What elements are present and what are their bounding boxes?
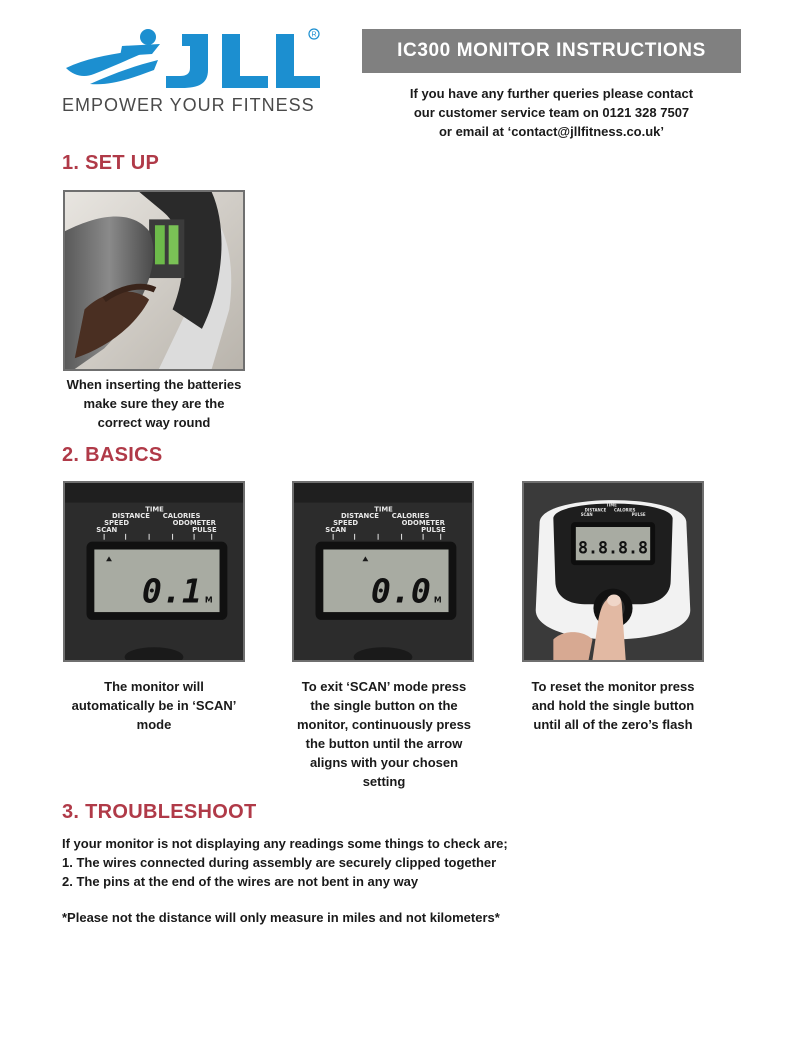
lcd-value: 8.8.8.8 <box>577 538 649 558</box>
troubleshoot-item: 2. The pins at the end of the wires are not bent in any way <box>62 874 419 889</box>
contact-line: or email at ‘contact@jllfitness.co.uk’ <box>438 124 665 139</box>
basics-caption-2: To exit ‘SCAN’ mode press the single button on the monitor, continuously press the button until the arrow aligns with your chosen setting <box>296 679 472 789</box>
lcd-label-pulse: PULSE <box>631 512 646 518</box>
section-heading-troubleshoot: 3. TROUBLESHOOT <box>62 801 257 823</box>
lcd-label-distance: DISTANCE <box>111 512 150 521</box>
troubleshoot-list <box>62 834 762 891</box>
contact-info <box>362 84 741 141</box>
battery-insert-photo <box>63 190 245 371</box>
lcd-label-pulse: PULSE <box>192 525 217 534</box>
section-heading-basics: 2. BASICS <box>62 444 163 466</box>
lcd-exit-scan-photo <box>292 481 474 662</box>
lcd-label-scan: SCAN <box>96 525 118 534</box>
contact-line: our customer service team on 0121 328 7507 <box>413 105 690 120</box>
monitor-reset-photo <box>522 481 704 662</box>
lcd-unit: M <box>433 595 442 605</box>
contact-line: If you have any further queries please contact <box>409 86 694 101</box>
distance-note: *Please not the distance will only measure in miles and not kilometers* <box>62 910 500 925</box>
svg-text:R: R <box>311 31 317 39</box>
lcd-value: 0.1 <box>141 571 202 611</box>
lcd-label-speed: SPEED <box>104 519 130 528</box>
lcd-label-pulse: PULSE <box>421 525 446 534</box>
lcd-unit: M <box>204 595 213 605</box>
lcd-value: 0.0 <box>370 571 431 611</box>
lcd-label-calories: CALORIES <box>613 507 636 513</box>
page-title: IC300 MONITOR INSTRUCTIONS <box>362 29 741 73</box>
lcd-label-calories: CALORIES <box>162 512 201 521</box>
lcd-label-distance: DISTANCE <box>340 512 379 521</box>
lcd-label-odometer: ODOMETER <box>401 519 445 528</box>
lcd-label-scan: SCAN <box>325 525 347 534</box>
lcd-label-time: TIME <box>145 505 164 514</box>
lcd-label-time: TIME <box>606 502 617 508</box>
section-heading-setup: 1. SET UP <box>62 152 160 174</box>
lcd-scan-photo <box>63 481 245 662</box>
basics-caption-1: The monitor will automatically be in ‘SCAN’ mode <box>71 679 237 732</box>
tagline: EMPOWER YOUR FITNESS <box>62 95 315 115</box>
lcd-label-time: TIME <box>374 505 393 514</box>
troubleshoot-intro: If your monitor is not displaying any readings some things to check are; <box>62 836 508 851</box>
basics-caption-3: To reset the monitor press and hold the single button until all of the zero’s flash <box>531 679 695 732</box>
jll-logo-graphic <box>62 26 324 96</box>
lcd-label-calories: CALORIES <box>391 512 430 521</box>
troubleshoot-item: 1. The wires connected during assembly are securely clipped together <box>62 855 497 870</box>
lcd-label-speed: SPEED <box>333 519 359 528</box>
lcd-label-scan: SCAN <box>580 512 593 518</box>
lcd-label-distance: DISTANCE <box>584 507 607 513</box>
lcd-label-odometer: ODOMETER <box>172 519 216 528</box>
setup-caption: When inserting the batteries make sure they are the correct way round <box>66 377 242 430</box>
